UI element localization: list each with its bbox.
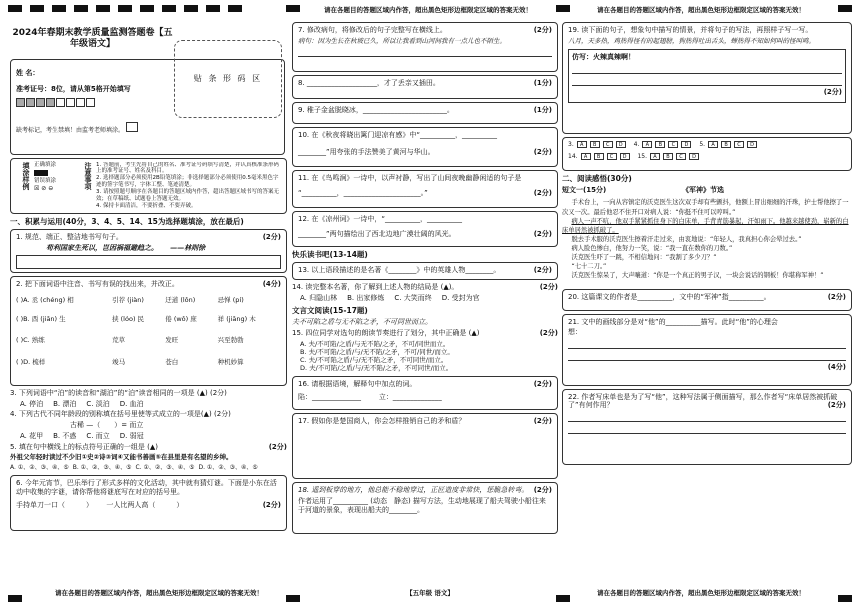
fill-rules-box [10, 158, 287, 214]
option-text: ( )B. 酉 (jiān) 生 [16, 314, 66, 323]
answer-bubble[interactable]: B [663, 153, 673, 160]
q1-score: (2分) [262, 232, 281, 241]
q12-box [292, 211, 558, 247]
q2-row [16, 291, 281, 309]
timing-mark [140, 5, 154, 12]
option-text: D. ①、②、③、④、⑤ [198, 463, 258, 471]
q19-writing-area[interactable] [568, 49, 846, 103]
attention-label: 注意事项 [84, 161, 92, 190]
story-paragraph: 沃克医生惊呆了，大声嚷道：“你是一个真正的男子汉，一块会说话的钢板！你堪称军神！” [571, 272, 824, 280]
top-notice: 请在各题目的答题区域内作答，超出黑色矩形边框限定区域的答案无效！ [324, 6, 532, 14]
q19-lead: 仿写：火辣真辣啊！ [572, 52, 635, 61]
option-text: C. ①、②、③、④、⑤ [135, 463, 195, 471]
fill-sample [34, 162, 74, 210]
q8-box [292, 75, 558, 99]
short1-label: 短文一(15分) [562, 186, 607, 195]
q8-text[interactable]: 8. ____________________，才了丢亲又插田。 [298, 79, 440, 87]
part1-heading: 一、积累与运用(40分，3、4、5、14、15为选择题填涂，放在最后) [10, 216, 244, 226]
q22-box [562, 389, 852, 465]
classical-passage: 夫不可陷之盾与无不陷之矛，不可同世而立。 [292, 318, 432, 327]
answer-bubbles[interactable] [650, 153, 702, 161]
q14-text: 14. 读完整本名著，你了解到上述人物的结局是 (▲)。 [292, 283, 459, 292]
option-text: 祥 (jiāng) 木 [217, 314, 256, 323]
option-text: 苍白 [165, 357, 179, 366]
q13-text[interactable]: 13. 以上语段描述的是名著《________》中的英雄人物________。 [298, 266, 501, 275]
barcode-area: 贴 条 形 码 区 [174, 40, 282, 118]
answer-row-1 [568, 141, 846, 149]
digit-box[interactable] [46, 98, 55, 107]
option-text: C. 而立 [86, 431, 110, 440]
q4-text: 4. 下列古代不同年龄段的别称填在括号里使等式成立的一项是(▲) (2分) [10, 410, 231, 419]
option-text: ( )C. 熟练 [16, 335, 45, 344]
q20-score: (2分) [827, 292, 846, 301]
q11-text: 11. 在《鸟鸣涧》一诗中，以声衬静，写出了山间夜晚幽静闲适的句子是 [298, 174, 522, 182]
option-text: 竣马 [112, 357, 126, 366]
timing-mark [228, 5, 242, 12]
q10-box [292, 127, 558, 167]
q10-text2[interactable]: ________”用夸张的手法赞美了黄河与华山。 [298, 147, 435, 156]
q19-example: 八月，天多热，鸡热得怪有的起翅膀，狗热得吐出舌头，蝉热得不知如何叫的怪叫鸣。 [568, 36, 815, 45]
answer-bubble[interactable]: A [708, 141, 718, 148]
q1-writing-area[interactable] [16, 255, 281, 269]
answer-line[interactable] [572, 76, 842, 86]
answer-number: 14. [568, 152, 578, 160]
wrong-label: 错误填涂 [34, 178, 57, 185]
timing-mark [30, 5, 44, 12]
story-text [562, 198, 852, 280]
option-text: 引荐 (jiàn) [112, 295, 144, 304]
q16-text: 16. 请根据语境，解释句中加点的词。 [298, 380, 417, 389]
reading1-heading: 快乐读书吧(13-14题) [292, 250, 368, 259]
q12-score: (2分) [533, 229, 552, 238]
option-text: A. 夫/不可陷/之盾/与无不陷/之矛，不可/同世而立。 [300, 339, 450, 348]
q3-text: 3. 下列词语中“泊”的读音和“湖泊”的“泊”读音相同的一项是 (▲) (2分) [10, 388, 227, 397]
q3-options [20, 400, 287, 409]
q18-text2[interactable]: 作者运用了__________ (动态 静态) 描写方法，生动地展现了船夫驾驶小船往来于河道的景象，表现出船夫的________。 [298, 497, 546, 514]
q18-box [292, 482, 558, 534]
timing-mark [286, 5, 300, 12]
q6-b[interactable]: 一人比两人高（ ） [106, 500, 184, 509]
q13-score: (2分) [533, 266, 552, 275]
reading2-heading: 文言文阅读(15-17题) [292, 305, 368, 315]
answer-row-2 [568, 153, 846, 161]
option-text: 迂道 (lǒn) [165, 295, 196, 304]
q7-sick-sentence: 病句：因为生长在秋坡已久，所以让我看到山河间我有一点儿也不陌生。 [298, 36, 506, 45]
option-text: 倦 (wǒ) 庶 [165, 314, 197, 323]
option-text: 种机妙算 [217, 357, 244, 366]
sheet-title: 2024年春期末教学质量监测答题卷【五年级语文】 [12, 28, 173, 50]
q10-text[interactable]: 10. 在《秋夜将晓出篱门迎凉有感》中“__________，__________ [298, 131, 497, 139]
answer-line[interactable] [572, 64, 842, 74]
option-text: 挟 (lóo) 民 [112, 314, 145, 323]
option-text: 忌惮 (pí) [217, 295, 244, 304]
q19-box [562, 22, 852, 134]
answer-line[interactable] [568, 339, 846, 349]
option-text: B. 不惑 [53, 431, 77, 440]
timing-mark [206, 5, 220, 12]
bottom-notice: 请在各题目的答题区域内作答，超出黑色矩形边框限定区域的答案无效！ [55, 589, 263, 597]
timing-mark [838, 5, 852, 12]
q1-text: 1. 规范、端正、整洁地书写句子。 [16, 232, 123, 241]
answer-bubble[interactable]: B [590, 141, 600, 148]
answer-number: 15. [637, 152, 648, 160]
rule-item: 2. 选择题部分必须使用2B铅笔填涂；非选择题部分必须使用0.5毫米黑色字迹的签字笔书写，字体工整、笔迹清楚。 [96, 175, 279, 189]
story-paragraph-underlined: 病人一声不吭，他双手紧紧抓住身下的白床单，手背青筋暴起，汗如雨下。他越来越使劲，崭新的白床单居然被抓破了。 [562, 217, 849, 234]
answer-bubble[interactable]: D [620, 153, 630, 160]
choice-answer-box [562, 137, 852, 171]
digit-box[interactable] [86, 98, 95, 107]
footer-subject: 【五年级 语文】 [406, 589, 454, 597]
answer-number: 4. [633, 141, 640, 148]
option-text: B. 漂泊 [53, 399, 77, 408]
q12-text[interactable]: 12. 在《凉州词》一诗中，“__________，__________ [298, 215, 462, 223]
option-text: B. 夫/不可陷/之盾/与/无不陷/之矛，不可/同世/而立。 [300, 347, 454, 356]
q2-row [16, 351, 281, 373]
correct-label: 正确填涂 [34, 161, 57, 168]
q1-sentence: 苟利国家生死以，岂因祸福避趋之。 [46, 243, 158, 252]
q15-options [300, 340, 558, 373]
option-text: C. 夫/不可陷之盾/与/无不陷之矛，不可同世/而立。 [300, 356, 448, 364]
answer-bubble[interactable]: B [594, 153, 604, 160]
q5-score: (2分) [268, 442, 287, 451]
bottom-notice: 请在各题目的答题区域内作答，超出黑色矩形边框限定区域的答案无效！ [597, 589, 805, 597]
q17-score: (2分) [533, 417, 552, 426]
timing-mark [286, 595, 300, 602]
wrong-mark: ☒ ⊘ ⊖ [34, 185, 54, 193]
q8-score: (1分) [533, 79, 552, 87]
answer-bubble[interactable]: C [734, 141, 744, 148]
q16-box [292, 376, 558, 410]
q21-box [562, 314, 852, 386]
option-text: D. 受封为官 [441, 294, 480, 303]
q1-author: ——林则徐 [170, 243, 206, 252]
correct-mark [34, 170, 48, 176]
digit-box[interactable] [36, 98, 45, 107]
absent-note-text: 缺考标记，考生禁填！由监考老师填涂。 [16, 126, 125, 134]
q21-text[interactable]: 21. 文中的画线部分是对“他”的__________描写。此时“他”的心理会 [568, 317, 778, 326]
q6-box [10, 475, 287, 531]
story-paragraph: 沃克医生吓了一跳，不相信地问：“我割了多少刀？” [571, 254, 717, 262]
q7-score: (2分) [533, 26, 552, 34]
q16-b[interactable]: 立：______________ [378, 393, 442, 401]
q6-text: 6. 今年元宵节，巴乐举行了形式多样的文化活动，其中就有猜灯谜。下面是小东在活动中收集的字谜，请你帮他将谜底写在对应的括号里。 [16, 479, 277, 496]
timing-mark [74, 5, 88, 12]
answer-bubbles[interactable] [581, 153, 633, 161]
timing-mark [838, 595, 852, 602]
rules-list [96, 162, 281, 210]
fill-sample-label: 填涂样例 [22, 161, 30, 190]
q6-a[interactable]: 手持单刀一口（ ） [16, 500, 93, 509]
rule-item: 4. 保持卡面清洁，不要折叠、不要弄破。 [96, 202, 197, 209]
q17-box [292, 413, 558, 479]
answer-number: 3. [568, 141, 574, 148]
answer-bubble[interactable]: D [616, 141, 626, 148]
option-text: 兴至勃勃 [217, 335, 244, 344]
answer-number: 5. [699, 141, 706, 148]
q5-text: 5. 填在句中横线上的标点符号正确的一组是 (▲) [10, 442, 158, 451]
q5-line: 外祖父年轻时读过不少旧①史②诗③词④又能书善画⑤在县里是有名望的乡绅。 [10, 453, 233, 462]
q2-table [16, 291, 281, 373]
column-right [562, 22, 852, 468]
q2-box [10, 276, 287, 386]
q22-text: 22. 作者写床单也是为了写“他”，这种写法属于侧面描写，那么作者写“床单居然被抓破了”有何作用？ [568, 392, 838, 410]
column-middle [292, 22, 558, 537]
option-text: 发旺 [165, 335, 179, 344]
q21-text2: 想： [568, 328, 582, 337]
q9-score: (1分) [533, 106, 552, 114]
q2-row [16, 309, 281, 329]
digit-box[interactable] [76, 98, 85, 107]
answer-bubble[interactable]: D [689, 153, 699, 160]
story-header [562, 186, 852, 198]
option-text: C. 淡泊 [86, 399, 110, 408]
q9-box [292, 102, 558, 124]
timing-mark [8, 595, 22, 602]
option-text: B. ①、②、③、④、⑤ [72, 463, 132, 471]
exam-no-label: 准考证号：8位，请从第5格开始填写 [16, 85, 131, 94]
answer-bubble[interactable]: A [650, 153, 660, 160]
top-notice: 请在各题目的答题区域内作答，超出黑色矩形边框限定区域的答案无效！ [597, 6, 805, 14]
q15-score: (2分) [539, 329, 558, 337]
answer-bubble[interactable]: C [607, 153, 617, 160]
q20-box [562, 289, 852, 311]
answer-bubble[interactable]: B [721, 141, 731, 148]
q16-score: (2分) [533, 380, 552, 389]
part2-heading: 二、阅读感悟(30分) [562, 174, 632, 183]
digit-box[interactable] [26, 98, 35, 107]
option-text: A. 停泊 [20, 399, 44, 408]
q18-score: (2分) [533, 486, 552, 495]
story-paragraph: 脱去手术服的沃克医生擦着汗走过来，由衷地说：“年轻人，我真担心你会晕过去。” [571, 235, 802, 243]
absent-note [16, 122, 279, 135]
q1-box [10, 229, 287, 273]
q6-score: (2分) [262, 500, 281, 509]
timing-mark [8, 5, 22, 12]
q19-score: (2分) [823, 87, 842, 96]
option-text: A. 花甲 [20, 431, 44, 440]
story-paragraph: 病人脸色惨白，他努力一笑，说：“我一直在数你的刀数。” [571, 245, 733, 252]
answer-line[interactable] [568, 412, 846, 422]
option-text: ( )D. 梳样 [16, 357, 46, 366]
q4-equation: 古稀 —（ ）= 而立 [70, 421, 144, 430]
q2-row [16, 329, 281, 351]
q2-text: 2. 把下面词语中注音、书写有误的找出来，并改正。 [16, 279, 179, 288]
option-text: A. 归隐山林 [300, 294, 338, 303]
q7-text: 7. 修改病句，将修改后的句子完整写在横线上。 [298, 26, 447, 34]
timing-mark [52, 5, 66, 12]
option-text: 荒草 [112, 335, 126, 344]
timing-mark [96, 5, 110, 12]
answer-line[interactable] [568, 424, 846, 434]
q22-score: (2分) [827, 401, 846, 410]
q16-a[interactable]: 陷：______________ [298, 393, 361, 401]
digit-box[interactable] [66, 98, 75, 107]
story-title: 《军神》节选 [682, 186, 724, 195]
timing-mark [162, 5, 176, 12]
rule-item: 3. 请按照题号顺序在各题目的答题区域内作答，超出答题区域书写的答案无效；在草稿纸、试题卷上答题无效。 [96, 189, 279, 202]
q11-text2[interactable]: “__________，______________________。” [298, 188, 428, 197]
q14-options [300, 294, 558, 303]
story-paragraph: “七十二刀。” [571, 263, 607, 271]
answer-line[interactable] [298, 47, 552, 57]
option-text: A. ①、②、③、④、⑤ [10, 463, 69, 471]
q20-text[interactable]: 20. 这篇课文的作者是__________，文中的“军神”指__________。 [568, 292, 771, 301]
answer-bubbles[interactable] [642, 141, 694, 149]
answer-bubble[interactable]: A [581, 153, 591, 160]
answer-bubble[interactable]: D [681, 141, 691, 148]
q19-text: 19. 读下面的句子，想象句中描写的情景，并将句子的写法，再照样子写一写。 [568, 26, 813, 34]
option-text: C. 大笑而终 [394, 294, 432, 303]
q5-options [10, 464, 287, 472]
answer-bubble[interactable]: A [642, 141, 652, 148]
q12-text2[interactable]: ________”两句描绘出了西北边地广漠壮阔的风光。 [298, 229, 456, 238]
digit-box[interactable] [16, 98, 25, 107]
digit-box[interactable] [56, 98, 65, 107]
q17-text: 17. 假如你是楚国商人，你会怎样推销自己的矛和盾？ [298, 417, 466, 426]
q10-score: (2分) [533, 147, 552, 156]
name-label: 姓 名： [16, 68, 40, 77]
answer-bubbles[interactable] [577, 141, 629, 149]
option-text: ( )A. 丞 (chéng) 相 [16, 295, 74, 304]
q21-score: (4分) [827, 363, 846, 371]
q7-box [292, 22, 558, 72]
answer-bubble[interactable]: C [603, 141, 613, 148]
option-text: B. 出家修炼 [347, 294, 385, 303]
q4-options [20, 432, 287, 441]
story-paragraph: 手术台上，一向从容镇定的沃克医生这次双手却有些颤抖，他额上冒出细细的汗珠，护士帮他擦了一次又一次。最后他忍不住开口对病人说：“你挺不住可以哼叫。” [562, 199, 849, 216]
answer-bubbles[interactable] [708, 141, 760, 149]
rule-item: 1. 答题前，考生先将自己的姓名、准考证号码填写清楚，并认真核准条形码上的准考证号、姓名及科目。 [96, 161, 279, 175]
absent-checkbox[interactable] [126, 122, 138, 132]
q11-score: (2分) [533, 188, 552, 197]
answer-bubble[interactable]: B [655, 141, 665, 148]
option-text: D. 血泊 [119, 399, 144, 408]
option-text: D. 弱冠 [119, 431, 144, 440]
q9-text[interactable]: 9. 稚子金盆脱晓冰，________________________。 [298, 106, 454, 114]
q18-text: 18. 遥到板穿的地方，他总能不稳地穿过，正匠造度非常快，惩脆急转弯。 [298, 486, 529, 495]
answer-bubble[interactable]: C [668, 141, 678, 148]
q14-score: (2分) [539, 283, 558, 292]
q2-score: (4分) [262, 279, 281, 288]
q13-box [292, 262, 558, 280]
timing-mark [184, 5, 198, 12]
answer-bubble[interactable]: C [676, 153, 686, 160]
answer-bubble[interactable]: D [747, 141, 757, 148]
q15-text: 15. 四位同学对选句的朗读节奏进行了划分，其中正确是 (▲) [292, 329, 480, 337]
option-text: D. 夫/不可陷/之盾/与/无不陷/之矛，不可同世/而立。 [300, 364, 453, 373]
q11-box [292, 170, 558, 208]
answer-line[interactable] [568, 351, 846, 361]
timing-mark [118, 5, 132, 12]
answer-bubble[interactable]: A [577, 141, 587, 148]
